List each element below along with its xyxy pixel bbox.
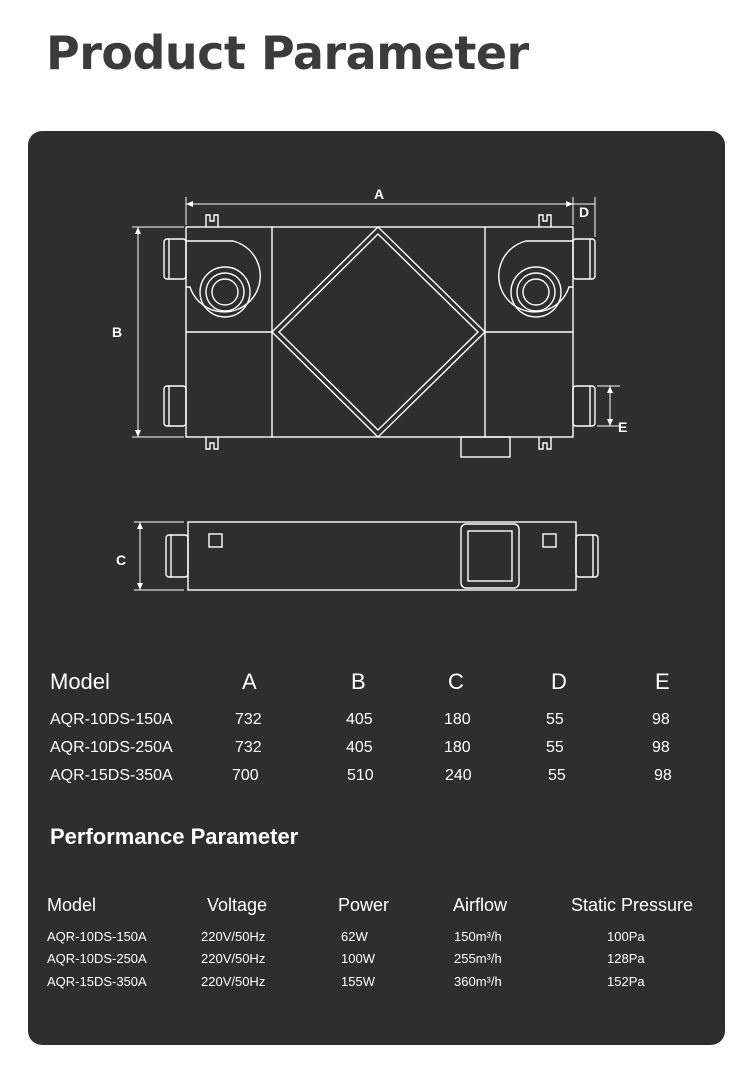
cell-power: 155W [341,974,375,989]
cell-a: 732 [235,739,262,756]
cell-d: 55 [548,767,566,784]
cell-power: 100W [341,951,375,966]
dimension-diagram [28,131,725,611]
header-voltage: Voltage [207,895,268,915]
cell-a: 700 [232,767,259,784]
header-model: Model [47,895,97,915]
header-power: Power [338,895,390,915]
cell-c: 180 [444,711,471,728]
header-model: Model [50,669,110,694]
dimension-label-c: C [116,552,127,568]
cell-c: 240 [445,767,472,784]
cell-model: AQR-15DS-350A [50,767,173,784]
cell-static-pressure: 128Pa [607,951,645,966]
header-c: C [448,669,464,694]
cell-b: 510 [347,767,374,784]
cell-static-pressure: 100Pa [607,929,645,944]
cell-d: 55 [546,739,564,756]
cell-airflow: 360m³/h [454,974,502,989]
cell-airflow: 150m³/h [454,929,502,944]
header-e: E [655,669,670,694]
cell-model: AQR-10DS-150A [50,711,173,728]
cell-e: 98 [654,767,672,784]
cell-voltage: 220V/50Hz [201,974,266,989]
header-static-pressure: Static Pressure [571,895,694,915]
header-a: A [242,669,257,694]
header-b: B [351,669,366,694]
cell-model: AQR-15DS-350A [47,974,147,989]
cell-power: 62W [341,929,368,944]
cell-d: 55 [546,711,564,728]
cell-static-pressure: 152Pa [607,974,645,989]
spec-panel [28,131,725,1045]
cell-b: 405 [346,711,373,728]
header-airflow: Airflow [453,895,508,915]
side-view-drawing [134,522,598,590]
cell-model: AQR-10DS-250A [47,951,147,966]
dimension-label-e: E [618,419,628,435]
cell-a: 732 [235,711,262,728]
dimension-label-d: D [579,204,590,220]
cell-voltage: 220V/50Hz [201,929,266,944]
cell-e: 98 [652,739,670,756]
cell-airflow: 255m³/h [454,951,502,966]
dimension-label-b: B [112,324,123,340]
cell-e: 98 [652,711,670,728]
cell-model: AQR-10DS-250A [50,739,173,756]
cell-c: 180 [444,739,471,756]
cell-model: AQR-10DS-150A [47,929,147,944]
top-view-drawing [132,197,620,457]
cell-voltage: 220V/50Hz [201,951,266,966]
dimension-label-a: A [374,186,385,202]
cell-b: 405 [346,739,373,756]
header-d: D [551,669,567,694]
performance-section-title: Performance Parameter [50,824,299,849]
page-title: Product Parameter [46,26,529,80]
